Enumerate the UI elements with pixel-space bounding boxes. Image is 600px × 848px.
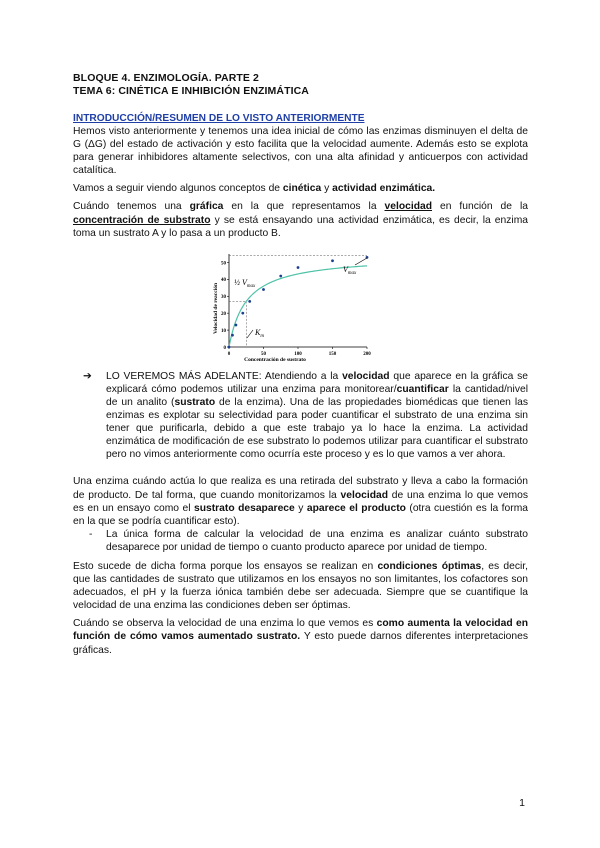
km-pointer: [247, 330, 253, 338]
x-tick-label: 50: [261, 351, 266, 357]
y-tick-label: 30: [221, 294, 226, 300]
paragraph-velocity-observation: Cuándo se observa la velocidad de una enzima lo que vemos es como aumenta la velocidad en función de cómo vamos aumentado sustrato. Y esto puede darnos diferentes interpretaciones gráficas.: [73, 618, 528, 656]
x-tick-label: 200: [363, 351, 371, 357]
dash-list-item: [73, 528, 528, 554]
arrow-paragraph-text: LO VEREMOS MÁS ADELANTE: Atendiendo a la velocidad que aparece en la gráfica se explicará cómo podemos utilizar una enzima para monitorear/cuantificar la cantidad/nivel de un analito (sustrato de la enzima). Una de las propiedades biomédicas que tienen las enzimas es explotar su selectividad para poder cuantificar el substrato de una enzima sin tener que purificarla, debido a que este trabajo ya lo hace la enzima. La actividad enzimática de modificación de ese substrato lo podemos utilizar para cuantificar el substrato pero no vimos anteriormente como ocurría este proceso y es lo que vamos a ver ahora.: [106, 370, 528, 461]
data-point: [248, 300, 251, 303]
arrow-right-icon: ➔: [83, 369, 92, 382]
arrow-paragraph: [73, 370, 528, 462]
list-dash: -: [89, 528, 93, 540]
x-tick-label: 100: [294, 351, 302, 357]
paragraph-concepts: Vamos a seguir viendo algunos conceptos de cinética y actividad enzimática.: [73, 183, 436, 195]
y-axis-label: Velocidad de reacción: [213, 282, 219, 334]
data-point: [235, 323, 238, 326]
paragraph-enzyme-action: Una enzima cuándo actúa lo que realiza es una retirada del substrato y lleva a cabo la formación de producto. De tal forma, que cuando monitorizamos la velocidad de una enzima lo que vemos es en un ensayo como el sustrato desaparece y aparece el producto (otra cuestión es la forma en la que se podría cuantificar esto).: [73, 476, 528, 527]
paragraph-intro: Hemos visto anteriormente y tenemos una idea inicial de cómo las enzimas disminuyen el delta de G (ΔG) del estado de activación y esto facilita que la velocidad aumente. Además esto se explota para generar inhibidores altamente selectivos, con una alta afinidad y anticuerpos con actividad catalítica.: [73, 126, 528, 177]
data-point: [228, 345, 231, 348]
page-number: 1: [519, 797, 525, 809]
km-label: $K_m$: [255, 327, 264, 339]
data-point: [241, 312, 244, 315]
y-tick-label: 20: [221, 311, 226, 317]
x-tick-label: 0: [227, 351, 231, 357]
paragraph-optimal-conditions: Esto sucede de dicha forma porque los ensayos se realizan en condiciones óptimas, es decir, que las cantidades de sustrato que utilizamos en los ensayos no son limitantes, los cofactores son adecuados, el pH y la fuerza iónica también debe ser adecuada. Siempre que se cuantifique la velocidad de una enzima las condiciones deben ser óptimas.: [73, 560, 528, 612]
half-vmax-label: ½ $V_{max}$: [234, 277, 256, 289]
data-point: [262, 288, 265, 291]
michaelis-menten-chart: [207, 246, 377, 364]
y-tick-label: 0: [223, 345, 226, 351]
x-tick-label: 150: [328, 351, 337, 357]
michaelis-menten-figure: [207, 246, 377, 364]
vmax-label: $V_{max}$: [343, 264, 357, 276]
section-heading: INTRODUCCIÓN/RESUMEN DE LO VISTO ANTERIORMENTE: [73, 113, 365, 124]
block-title: BLOQUE 4. ENZIMOLOGÍA. PARTE 2: [73, 72, 259, 84]
dash-list-text: La única forma de calcular la velocidad de una enzima es analizar cuánto substrato desaparece por unidad de tiempo o cuanto producto aparece por unidad de tiempo.: [106, 528, 528, 553]
y-tick-label: 50: [221, 261, 226, 267]
data-point: [331, 259, 334, 262]
x-axis-label: Concentración de sustrato: [244, 356, 306, 363]
vmax-pointer: [355, 258, 367, 265]
document-body: [73, 72, 528, 657]
topic-title: TEMA 6: CINÉTICA E INHIBICIÓN ENZIMÁTICA: [73, 84, 309, 97]
data-point: [231, 334, 234, 337]
y-tick-label: 40: [221, 277, 226, 283]
data-point: [297, 266, 300, 269]
data-point: [279, 274, 282, 277]
y-tick-label: 10: [221, 328, 226, 334]
paragraph-graph-intro: Cuándo tenemos una gráfica en la que representamos la velocidad en función de la concentración de substrato y se está ensayando una actividad enzimática, es decir, la enzima toma un sustrato A y lo pasa a un producto B.: [73, 201, 528, 239]
